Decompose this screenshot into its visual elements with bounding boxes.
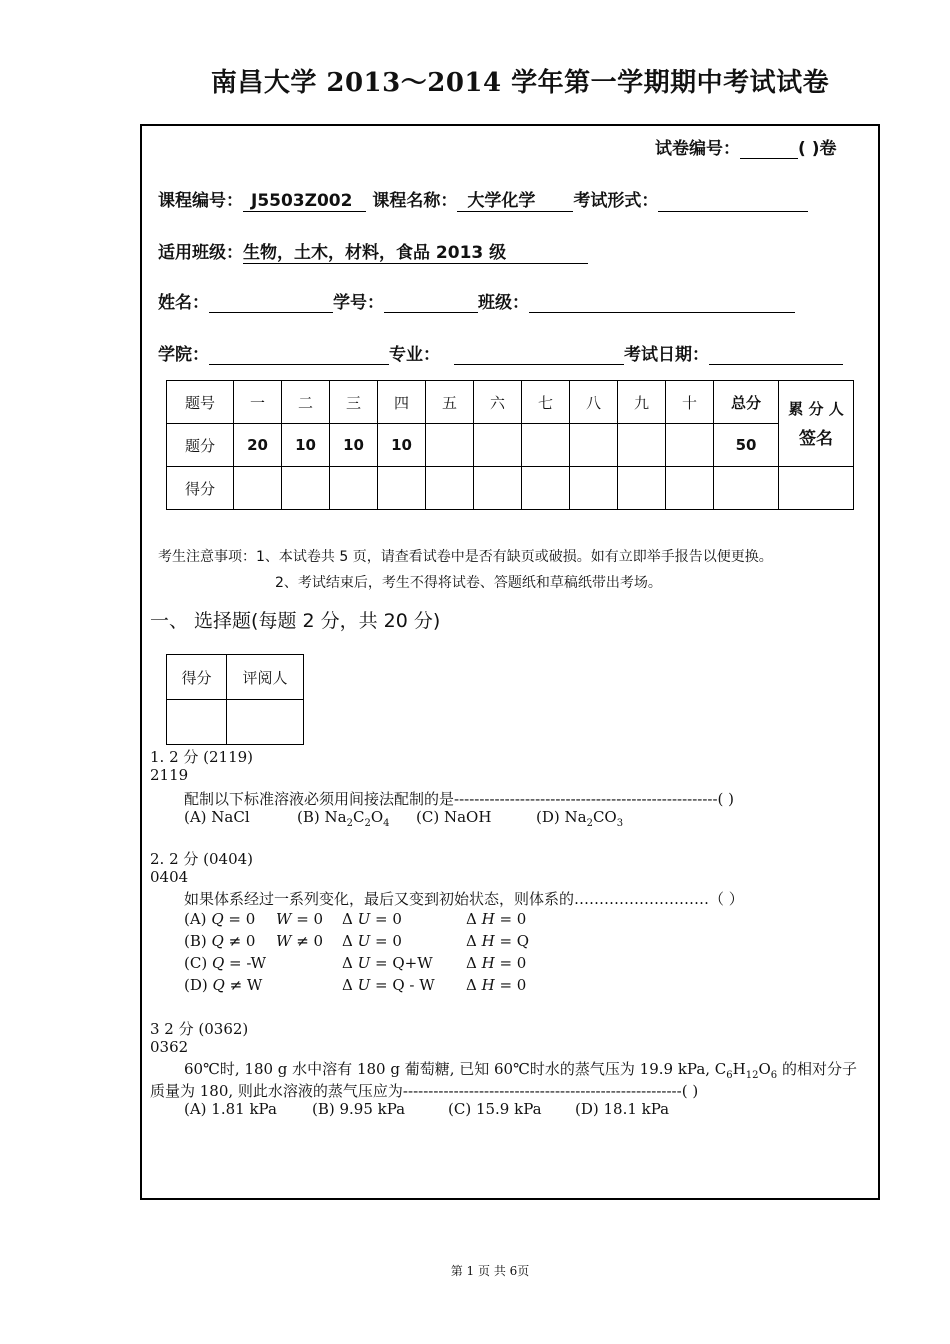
points-7 — [522, 424, 570, 467]
q2-option-c-u: Δ U = Q+W — [342, 954, 433, 972]
course-name-value: 大学化学 — [457, 191, 573, 212]
exam-title: 南昌大学 2013～2014 学年第一学期期中考试试卷 — [210, 68, 830, 98]
points-3: 10 — [330, 424, 378, 467]
q2-option-a: (A) Q = 0 — [184, 910, 256, 928]
q2-option-c-h: Δ H = 0 — [466, 954, 527, 972]
total-label: 总分 — [714, 381, 779, 424]
score-cell-5[interactable] — [426, 467, 474, 510]
exam-form-blank[interactable] — [658, 211, 808, 212]
grader-reviewer-label: 评阅人 — [227, 655, 304, 700]
score-table — [166, 380, 854, 510]
course-code-label: 课程编号： — [158, 191, 243, 211]
q3-option-b: (B) 9.95 kPa — [312, 1100, 406, 1118]
question-number-5: 五 — [426, 381, 474, 424]
points-4: 10 — [378, 424, 426, 467]
points-5 — [426, 424, 474, 467]
exam-form-label: 考试形式： — [573, 191, 659, 211]
total-points: 50 — [714, 424, 779, 467]
paper-number-label: 试卷编号： — [655, 139, 740, 159]
grader-score-cell[interactable] — [167, 700, 227, 745]
score-cell-signer[interactable] — [779, 467, 854, 510]
q1-option-b: (B) $Na_2C_2O_4$ — [297, 808, 390, 829]
q2-option-c: (C) Q = -W — [184, 954, 267, 972]
score-cell-10[interactable] — [666, 467, 714, 510]
section-heading: 一、 选择题(每题 2 分，共 20 分) — [150, 610, 441, 632]
grader-reviewer-cell[interactable] — [227, 700, 304, 745]
signer-label-1: 累 分 人 — [788, 399, 844, 418]
score-table-row-scores — [167, 467, 854, 510]
school-row — [158, 340, 843, 365]
page-footer: 第 1 页 共 6页 — [450, 1264, 530, 1278]
question-number-7: 七 — [522, 381, 570, 424]
paper-number-bracket: ( )卷 — [798, 139, 837, 159]
q3-stem-line-1: 60℃时, 180 g 水中溶有 180 g 葡萄糖, 已知 60℃时水的蒸气压为 19.9 kPa, $C_6H_{12}O_6$ 的相对分子 — [184, 1060, 857, 1081]
grader-score-label: 得分 — [167, 655, 227, 700]
q3-header: 3 2 分 (0362) — [150, 1020, 249, 1038]
major-label: 专业： — [389, 345, 440, 365]
college-blank[interactable] — [209, 364, 389, 365]
row-label-score: 得分 — [167, 467, 234, 510]
student-id-blank[interactable] — [384, 312, 478, 313]
class-label: 班级： — [478, 293, 529, 313]
q2-option-a-w: W = 0 — [276, 910, 324, 928]
score-cell-1[interactable] — [234, 467, 282, 510]
q1-stem: 配制以下标准溶液必须用间接法配制的是----------------------------------------------------( ) — [184, 790, 735, 808]
classes-label: 适用班级： — [158, 243, 243, 263]
q3-code: 0362 — [150, 1038, 189, 1056]
points-8 — [570, 424, 618, 467]
q3-stem-line-2: 质量为 180, 则此水溶液的蒸气压应为-------------------------------------------------------( ) — [150, 1082, 699, 1100]
college-label: 学院： — [158, 345, 209, 365]
classes-value: 生物，土木，材料，食品 2013 级 — [243, 243, 588, 264]
points-1: 20 — [234, 424, 282, 467]
q3-option-d: (D) 18.1 kPa — [575, 1100, 670, 1118]
score-cell-9[interactable] — [618, 467, 666, 510]
q3-option-c: (C) 15.9 kPa — [448, 1100, 542, 1118]
q2-stem: 如果体系经过一系列变化，最后又变到初始状态，则体系的………………………（ ） — [184, 890, 744, 908]
paper-number-blank[interactable] — [740, 158, 798, 159]
classes-row — [158, 238, 588, 263]
exam-date-label: 考试日期： — [624, 345, 709, 365]
q2-option-b-h: Δ H = Q — [466, 932, 530, 950]
score-table-row-numbers — [167, 381, 854, 424]
q2-option-a-h: Δ H = 0 — [466, 910, 527, 928]
q2-option-d: (D) Q ≠ W — [184, 976, 263, 994]
notice-line-2: 2、考试结束后，考生不得将试卷、答题纸和草稿纸带出考场。 — [275, 575, 662, 591]
question-number-4: 四 — [378, 381, 426, 424]
course-name-label: 课程名称： — [372, 191, 458, 211]
score-cell-7[interactable] — [522, 467, 570, 510]
q1-code: 2119 — [150, 766, 189, 784]
score-cell-8[interactable] — [570, 467, 618, 510]
paper-number-row — [655, 134, 836, 159]
row-label-points: 题分 — [167, 424, 234, 467]
grader-table — [166, 654, 304, 745]
name-label: 姓名： — [158, 293, 209, 313]
course-row — [158, 186, 808, 212]
question-number-6: 六 — [474, 381, 522, 424]
q2-option-b-u: Δ U = 0 — [342, 932, 402, 950]
course-code-value: J5503Z002 — [243, 191, 366, 212]
q2-header: 2. 2 分 (0404) — [150, 850, 254, 868]
question-number-9: 九 — [618, 381, 666, 424]
score-cell-2[interactable] — [282, 467, 330, 510]
score-cell-total[interactable] — [714, 467, 779, 510]
q3-option-a: (A) 1.81 kPa — [184, 1100, 277, 1118]
signer-cell — [779, 381, 854, 467]
q2-option-a-u: Δ U = 0 — [342, 910, 402, 928]
q2-code: 0404 — [150, 868, 189, 886]
points-6 — [474, 424, 522, 467]
class-blank[interactable] — [529, 312, 795, 313]
name-blank[interactable] — [209, 312, 333, 313]
q1-option-d: (D) $Na_2CO_3$ — [536, 808, 624, 829]
q1-header: 1. 2 分 (2119) — [150, 748, 254, 766]
q2-option-b-w: W ≠ 0 — [276, 932, 324, 950]
q1-option-c: (C) NaOH — [416, 808, 492, 826]
question-number-10: 十 — [666, 381, 714, 424]
major-blank[interactable] — [454, 364, 624, 365]
student-row — [158, 288, 795, 313]
question-number-8: 八 — [570, 381, 618, 424]
points-10 — [666, 424, 714, 467]
notice-line-1: 考生注意事项：1、本试卷共 5 页，请查看试卷中是否有缺页或破损。如有立即举手报告以便更换。 — [158, 549, 773, 565]
student-id-label: 学号： — [333, 293, 384, 313]
q1-option-a: (A) NaCl — [184, 808, 250, 826]
question-number-2: 二 — [282, 381, 330, 424]
question-number-1: 一 — [234, 381, 282, 424]
points-9 — [618, 424, 666, 467]
signer-label-2: 签名 — [799, 428, 833, 449]
row-label-number: 题号 — [167, 381, 234, 424]
q2-option-d-h: Δ H = 0 — [466, 976, 527, 994]
score-cell-3[interactable] — [330, 467, 378, 510]
q2-option-d-u: Δ U = Q - W — [342, 976, 435, 994]
question-number-3: 三 — [330, 381, 378, 424]
score-cell-6[interactable] — [474, 467, 522, 510]
points-2: 10 — [282, 424, 330, 467]
exam-date-blank[interactable] — [709, 364, 843, 365]
score-cell-4[interactable] — [378, 467, 426, 510]
q2-option-b: (B) Q ≠ 0 — [184, 932, 256, 950]
score-table-row-points — [167, 424, 854, 467]
